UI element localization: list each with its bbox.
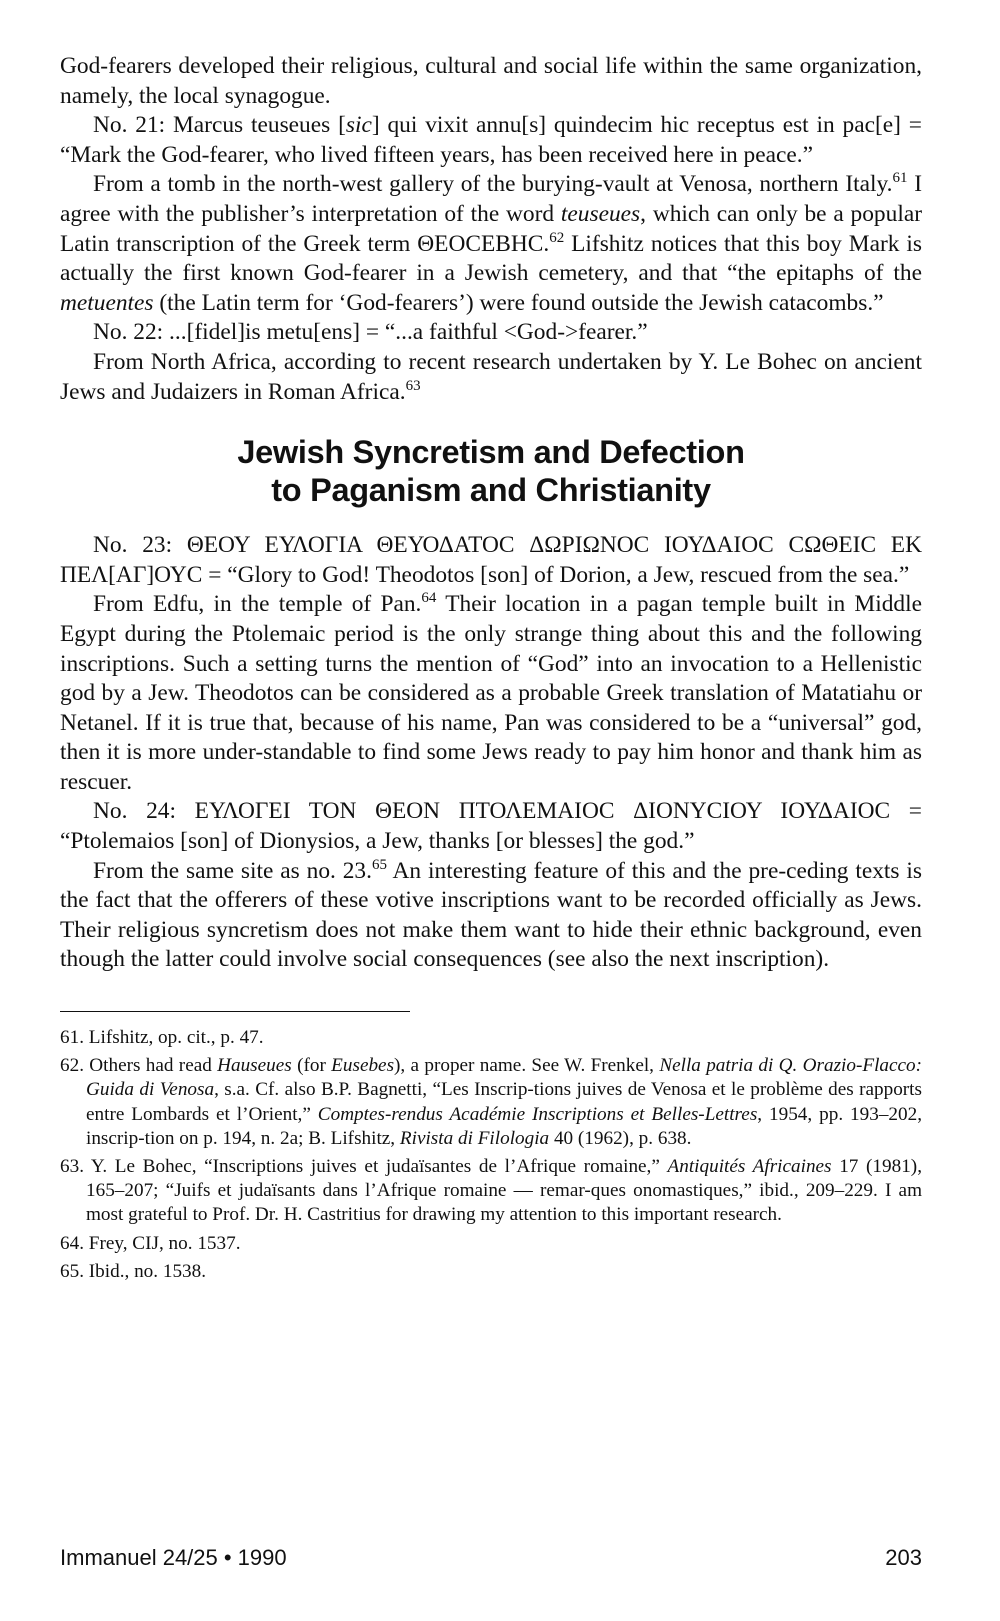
footnote: 61. Lifshitz, op. cit., p. 47. <box>60 1027 264 1049</box>
section-heading <box>60 433 922 509</box>
page-number: 203 <box>885 1545 922 1570</box>
paragraph: God-fearers developed their religious, cultural and social life within the same organization, namely, the local synagogue. <box>60 53 922 109</box>
footnote: 63. Y. Le Bohec, “Inscriptions juives et judaïsantes de l’Afrique romaine,” Antiquités Africaines 17 (1981), 165–207; “Juifs et judaïsants dans l’Afrique romaine — remar-ques onomastiques,” ibid., 209–229. I am most grateful to Prof. Dr. H. Castritius for drawing my attention to this important research. <box>60 1156 922 1226</box>
journal-issue: Immanuel 24/25 • 1990 <box>60 1545 287 1570</box>
section-heading-line-1: Jewish Syncretism and Defection <box>237 434 745 471</box>
paragraph: From a tomb in the north-west gallery of the burying-vault at Venosa, northern Italy.$^{61}$ I agree with the publisher’s interpretation of the word teuseues, which can only be a popular Latin transcription of the Greek term ΘΕΟCΕΒΗC.$^{62}$ Lifshitz notices that this boy Mark is actually the first known God-fearer in a Jewish cemetery, and that “the epitaphs of the metuentes (the Latin term for ‘God-fearers’) were found outside the Jewish catacombs.” <box>60 170 922 316</box>
footnotes <box>60 1026 922 1284</box>
paragraph: No. 23: ΘΕΟΥ ΕΥΛΟΓΙΑ ΘΕΥΟΔΑΤΟC ΔΩΡΙΩΝΟC ΙΟΥΔΑΙΟC CΩΘΕΙC ΕΚ ΠΕΛ[ΑΓ]ΟΥC = “Glory to God! Theodotos [son] of Dorion, a Jew, rescued from the sea.” <box>60 532 922 588</box>
page-body <box>60 52 922 1288</box>
section-heading-line-2: to Paganism and Christianity <box>271 472 711 509</box>
body-text-top <box>60 52 922 407</box>
paragraph: From the same site as no. 23.65 An interesting feature of this and the pre-ceding texts is the fact that the offerers of these votive inscriptions want to be recorded officially as Jews. Their religious syncretism does not make them want to hide their ethnic background, even though the latter could involve social consequences (see also the next inscription). <box>60 856 922 973</box>
footnote-divider <box>60 1011 410 1012</box>
paragraph: No. 24: ΕΥΛΟΓΕΙ ΤΟΝ ΘΕΟΝ ΠΤΟΛΕΜΑΙΟC ΔΙΟΝΥCΙΟΥ ΙΟΥΔΑΙΟC = “Ptolemaios [son] of Dionysios, a Jew, thanks [or blesses] the god.” <box>60 798 922 855</box>
page-footer <box>60 1545 922 1571</box>
paragraph: No. 22: ...[fidel]is metu[ens] = “...a faithful <God->fearer.” <box>93 319 648 346</box>
footnote: 64. Frey, CIJ, no. 1537. <box>60 1232 241 1254</box>
footnote: 62. Others had read Hauseues (for Eusebes), a proper name. See W. Frenkel, Nella patria di Q. Orazio-Flacco: Guida di Venosa, s.a. Cf. also B.P. Bagnetti, “Les Inscrip-tions juives de Venosa et le problème des rapports entre Lombards et l’Orient,” Comptes-rendus Académie Inscriptions et Belles-Lettres, 1954, pp. 193–202, inscrip-tion on p. 194, n. 2a; B. Lifshitz, Rivista di Filologia 40 (1962), p. 638. <box>60 1055 923 1149</box>
paragraph: No. 21: Marcus teuseues [sic] qui vixit annu[s] quindecim hic receptus est in pac[e] = “Mark the God-fearer, who lived fifteen years, has been received here in peace.” <box>60 112 922 168</box>
paragraph: From North Africa, according to recent research undertaken by Y. Le Bohec on ancient Jews and Judaizers in Roman Africa.$^{63}$ <box>60 348 922 405</box>
body-text-bottom <box>60 531 922 975</box>
paragraph: From Edfu, in the temple of Pan.$^{64}$ Their location in a pagan temple built in Middle Egypt during the Ptolemaic period is the only strange thing about this and the following inscriptions. Such a setting turns the mention of “God” into an invocation to a Hellenistic god by a Jew. Theodotos can be considered as a probable Greek translation of Matatiahu or Netanel. If it is true that, because of his name, Pan was considered to be a “universal” god, then it is more under-standable to find some Jews ready to pay him honor and thank him as rescuer. <box>60 590 922 795</box>
footnote: 65. Ibid., no. 1538. <box>60 1260 207 1282</box>
